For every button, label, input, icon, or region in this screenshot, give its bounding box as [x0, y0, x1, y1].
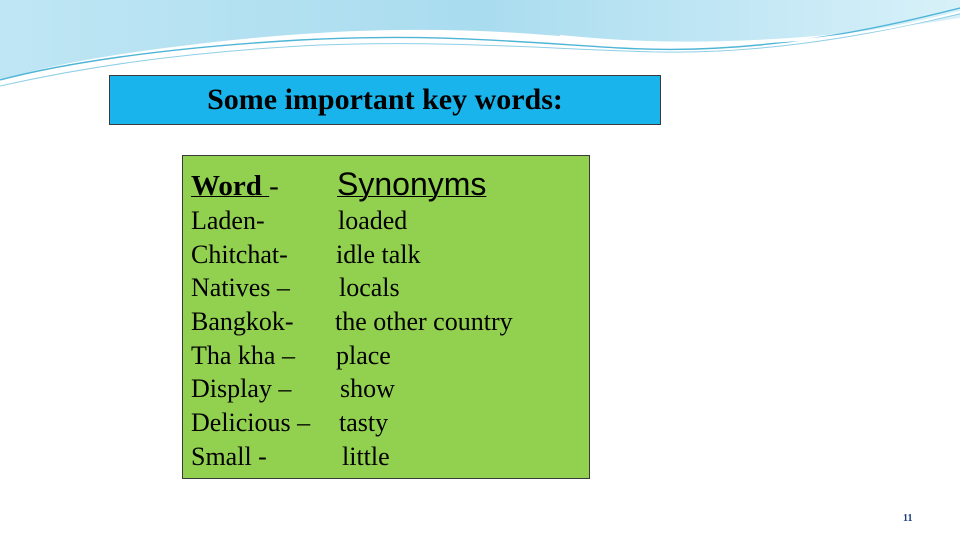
row-word: Tha kha – [191, 340, 295, 370]
title-box [109, 75, 661, 125]
table-row [183, 339, 589, 373]
row-synonym: place [336, 340, 391, 370]
table-header [183, 166, 589, 206]
header-word-dash: - [269, 170, 279, 202]
row-synonym: tasty [339, 408, 389, 438]
table-row [183, 440, 589, 474]
header-word-label: Word [191, 170, 270, 202]
row-synonym: loaded [338, 206, 408, 235]
table-rows [183, 204, 589, 474]
table-row [183, 271, 589, 305]
row-word: Display – [191, 374, 292, 404]
header-word [191, 170, 279, 203]
row-word: Small - [191, 441, 267, 471]
row-synonym: little [342, 441, 390, 471]
row-synonym: the other country [335, 307, 513, 337]
row-word: Chitchat- [191, 239, 288, 269]
table-row [183, 406, 589, 440]
table-row [183, 305, 589, 339]
table-row [183, 372, 589, 406]
row-word: Laden- [191, 206, 265, 235]
page-number: 11 [903, 513, 913, 524]
slide-title: Some important key words: [207, 83, 563, 116]
keywords-table [182, 155, 590, 479]
row-synonym: idle talk [336, 239, 421, 269]
row-word: Delicious – [191, 408, 311, 438]
row-word: Natives – [191, 273, 290, 303]
row-synonym: show [340, 374, 395, 404]
table-row [183, 204, 589, 238]
header-synonyms: Synonyms [337, 166, 487, 202]
row-word: Bangkok- [191, 307, 294, 337]
table-row [183, 238, 589, 272]
row-synonym: locals [339, 273, 400, 303]
